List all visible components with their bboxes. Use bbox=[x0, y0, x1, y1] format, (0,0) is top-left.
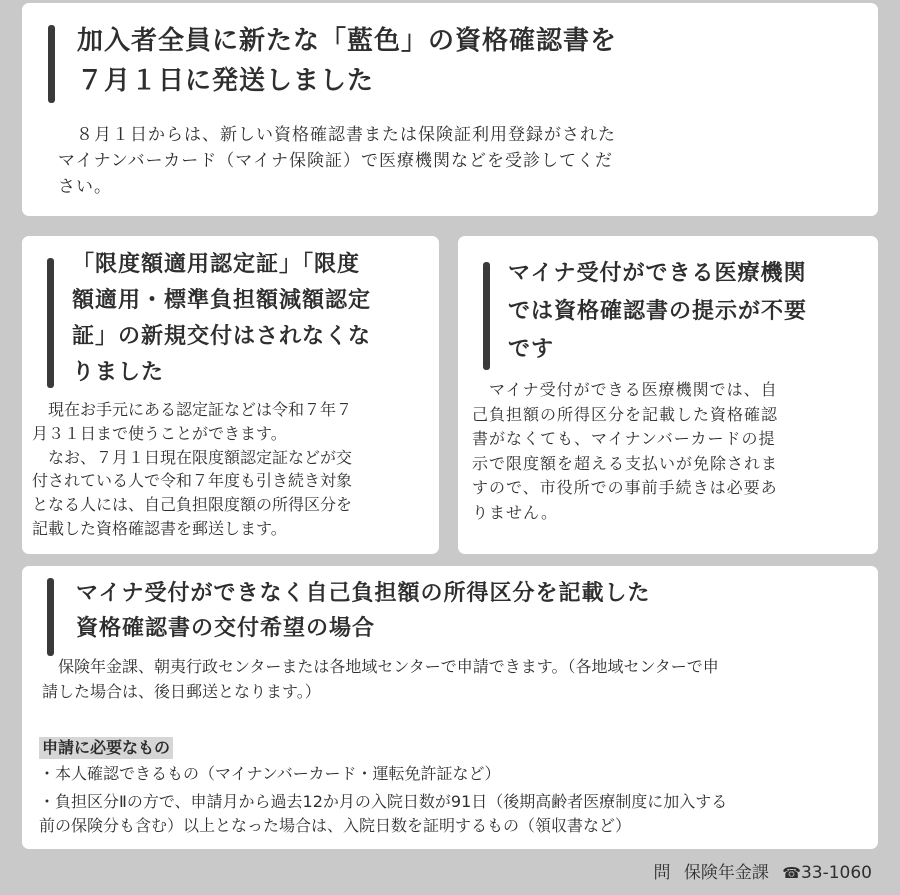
card-body: 保険年金課、朝夷行政センターまたは各地域センターで申請できます。（各地域センターで申 請した場合は、後日郵送となります。） bbox=[42, 657, 719, 701]
notice-card-limit-certificate bbox=[22, 236, 439, 554]
required-item: ・本人確認できるもの（マイナンバーカード・運転免許証など） bbox=[39, 764, 501, 783]
notice-card-my-number-clinic bbox=[458, 236, 878, 554]
card-body: 現在お手元にある認定証などは令和７年７ 月３１日まで使うことができます。 なお、７月１日現在限度額認定証などが交 付されている人で令和７年度も引き続き対象 となる人には、自己負担限度額の所得区分を 記載した資格確認書を郵送します。 bbox=[32, 400, 353, 538]
heading-accent-bar bbox=[483, 262, 490, 370]
notice-card-application bbox=[22, 566, 878, 849]
required-item: ・負担区分Ⅱの方で、申請月から過去12か月の入院日数が91日（後期高齢者医療制度に加入する 前の保険分も含む）以上となった場合は、入院日数を証明するもの（領収書など） bbox=[39, 792, 728, 835]
card-heading: マイナ受付ができる医療機関 では資格確認書の提示が不要 です bbox=[508, 261, 808, 362]
heading-accent-bar bbox=[48, 25, 55, 103]
card-heading: マイナ受付ができなく自己負担額の所得区分を記載した 資格確認書の交付希望の場合 bbox=[76, 581, 651, 641]
card-heading: 加入者全員に新たな「藍色」の資格確認書を ７月１日に発送しました bbox=[77, 26, 618, 96]
inquiry-label: 問 bbox=[653, 863, 671, 883]
phone-icon: ☎ bbox=[782, 864, 801, 882]
card-body: マイナ受付ができる医療機関では、自 己負担額の所得区分を記載した資格確認 書がなくても、マイナンバーカードの提 示で限度額を超える支払いが免除されま すので、市役所での事前手続きは必要あ りません。 bbox=[472, 380, 779, 522]
phone-number: 33-1060 bbox=[800, 863, 872, 883]
department-name: 保険年金課 bbox=[683, 863, 769, 883]
notice-card-shipping bbox=[22, 3, 878, 216]
required-items-label: 申請に必要なもの bbox=[39, 737, 173, 759]
card-body: ８月１日からは、新しい資格確認書または保険証利用登録がされた マイナンバーカード（マイナ保険証）で医療機関などを受診してくだ さい。 bbox=[58, 125, 616, 197]
heading-accent-bar bbox=[47, 578, 54, 656]
contact-footer bbox=[645, 858, 872, 883]
heading-accent-bar bbox=[47, 258, 54, 388]
card-heading: 「限度額適用認定証」「限度 額適用・標準負担額減額認定 証」の新規交付はされなくな りました bbox=[72, 252, 372, 385]
